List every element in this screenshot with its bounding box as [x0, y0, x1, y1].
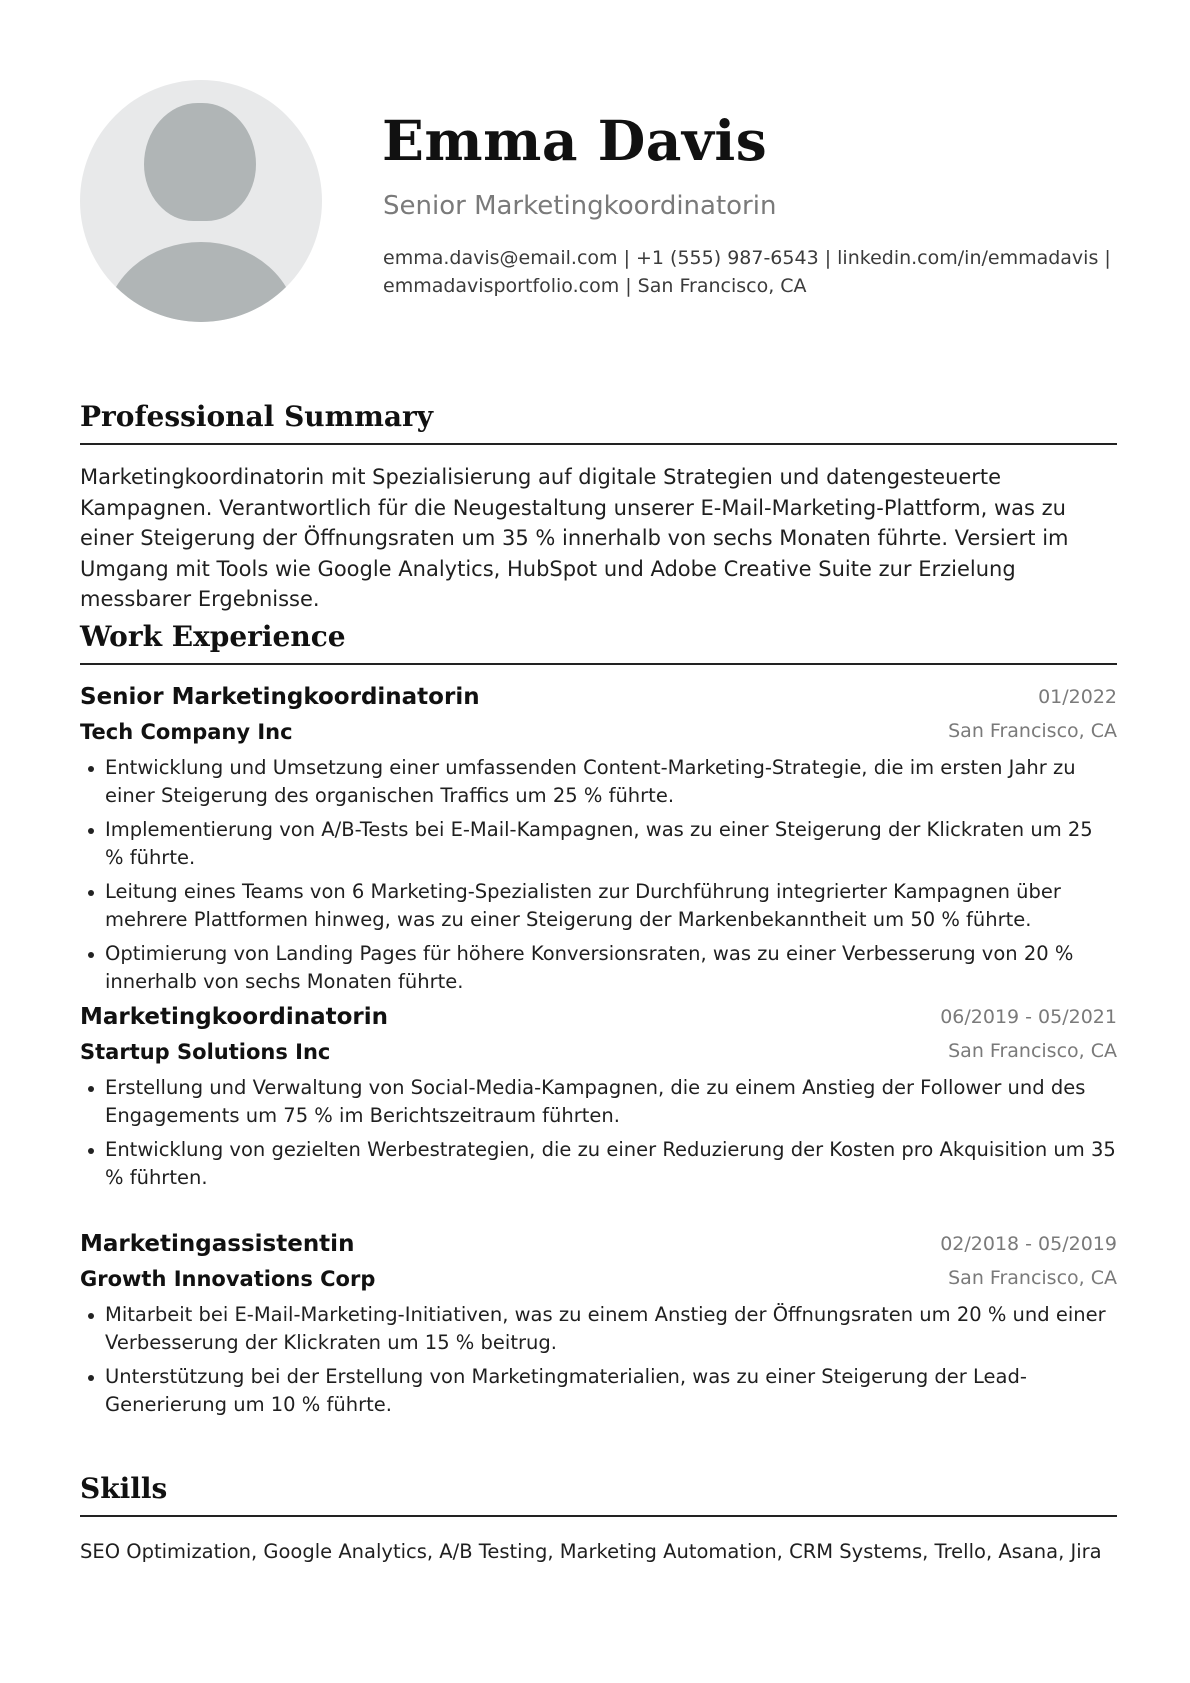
job-company: Growth Innovations Corp — [80, 1267, 376, 1291]
contact-line-2: emmadavisportfolio.com | San Francisco, CA — [383, 275, 807, 297]
job-bullets — [80, 754, 1117, 996]
job-entry — [80, 684, 1117, 1002]
job-company-row — [80, 720, 1117, 756]
job-title-row — [80, 1004, 1117, 1040]
skills-divider — [80, 1515, 1117, 1517]
job-company: Tech Company Inc — [80, 720, 293, 744]
job-bullet: Implementierung von A/B-Tests bei E-Mail-Kampagnen, was zu einer Steigerung der Klickraten um 25 % führte. — [80, 816, 1117, 872]
job-title: Senior Marketingkoordinatorin — [80, 684, 480, 710]
avatar-placeholder-icon — [80, 80, 322, 322]
contact-line-1: emma.davis@email.com | +1 (555) 987-6543 | linkedin.com/in/emmadavis | — [383, 247, 1111, 269]
job-bullet: Mitarbeit bei E-Mail-Marketing-Initiativen, was zu einem Anstieg der Öffnungsraten um 20 % und einer Verbesserung der Klickraten um 15 % beitrug. — [80, 1301, 1117, 1357]
job-entry — [80, 1231, 1117, 1425]
summary-divider — [80, 443, 1117, 445]
job-title: Marketingkoordinatorin — [80, 1004, 389, 1030]
experience-divider — [80, 663, 1117, 665]
job-bullet: Entwicklung von gezielten Werbestrategien, die zu einer Reduzierung der Kosten pro Akquisition um 35 % führten. — [80, 1136, 1117, 1192]
job-company-row — [80, 1040, 1117, 1076]
job-bullet: Entwicklung und Umsetzung einer umfassenden Content-Marketing-Strategie, die im ersten Jahr zu einer Steigerung des organischen Traffics um 25 % führte. — [80, 754, 1117, 810]
job-company: Startup Solutions Inc — [80, 1040, 331, 1064]
candidate-name: Emma Davis — [382, 108, 768, 173]
avatar-head-shape — [144, 103, 256, 221]
job-bullet: Optimierung von Landing Pages für höhere Konversionsraten, was zu einer Verbesserung von 20 % innerhalb von sechs Monaten führte. — [80, 940, 1117, 996]
job-bullet: Erstellung und Verwaltung von Social-Media-Kampagnen, die zu einem Anstieg der Follower und des Engagements um 75 % im Berichtszeitraum führten. — [80, 1074, 1117, 1130]
job-title-row — [80, 1231, 1117, 1267]
job-location: San Francisco, CA — [948, 1267, 1117, 1289]
skills-text: SEO Optimization, Google Analytics, A/B Testing, Marketing Automation, CRM Systems, Trello, Asana, Jira — [80, 1540, 1102, 1563]
job-location: San Francisco, CA — [948, 720, 1117, 742]
avatar-body-shape — [105, 242, 297, 322]
contact-info — [383, 244, 1123, 300]
job-date: 02/2018 - 05/2019 — [940, 1233, 1117, 1255]
job-bullets — [80, 1074, 1117, 1192]
job-date: 01/2022 — [1038, 686, 1117, 708]
summary-heading: Professional Summary — [80, 400, 434, 433]
job-bullet: Unterstützung bei der Erstellung von Marketingmaterialien, was zu einer Steigerung der Lead-Generierung um 10 % führte. — [80, 1363, 1117, 1419]
experience-heading: Work Experience — [80, 620, 346, 653]
job-bullet: Leitung eines Teams von 6 Marketing-Spezialisten zur Durchführung integrierter Kampagnen über mehrere Plattformen hinweg, was zu einer Steigerung der Markenbekanntheit um 50 % führte. — [80, 878, 1117, 934]
job-date: 06/2019 - 05/2021 — [940, 1006, 1117, 1028]
job-title: Marketingassistentin — [80, 1231, 355, 1257]
job-bullets — [80, 1301, 1117, 1419]
job-title-row — [80, 684, 1117, 720]
skills-heading: Skills — [80, 1472, 168, 1505]
job-company-row — [80, 1267, 1117, 1303]
summary-text: Marketingkoordinatorin mit Spezialisierung auf digitale Strategien und datengesteuerte Kampagnen. Verantwortlich für die Neugestaltung unserer E-Mail-Marketing-Plattform, was zu einer Steigerung der Öffnungsraten um 35 % innerhalb von sechs Monaten führte. Versiert im Umgang mit Tools wie Google Analytics, HubSpot und Adobe Creative Suite zur Erzielung messbarer Ergebnisse. — [80, 465, 1069, 611]
candidate-headline: Senior Marketingkoordinatorin — [383, 191, 777, 221]
job-location: San Francisco, CA — [948, 1040, 1117, 1062]
job-entry — [80, 1004, 1117, 1198]
